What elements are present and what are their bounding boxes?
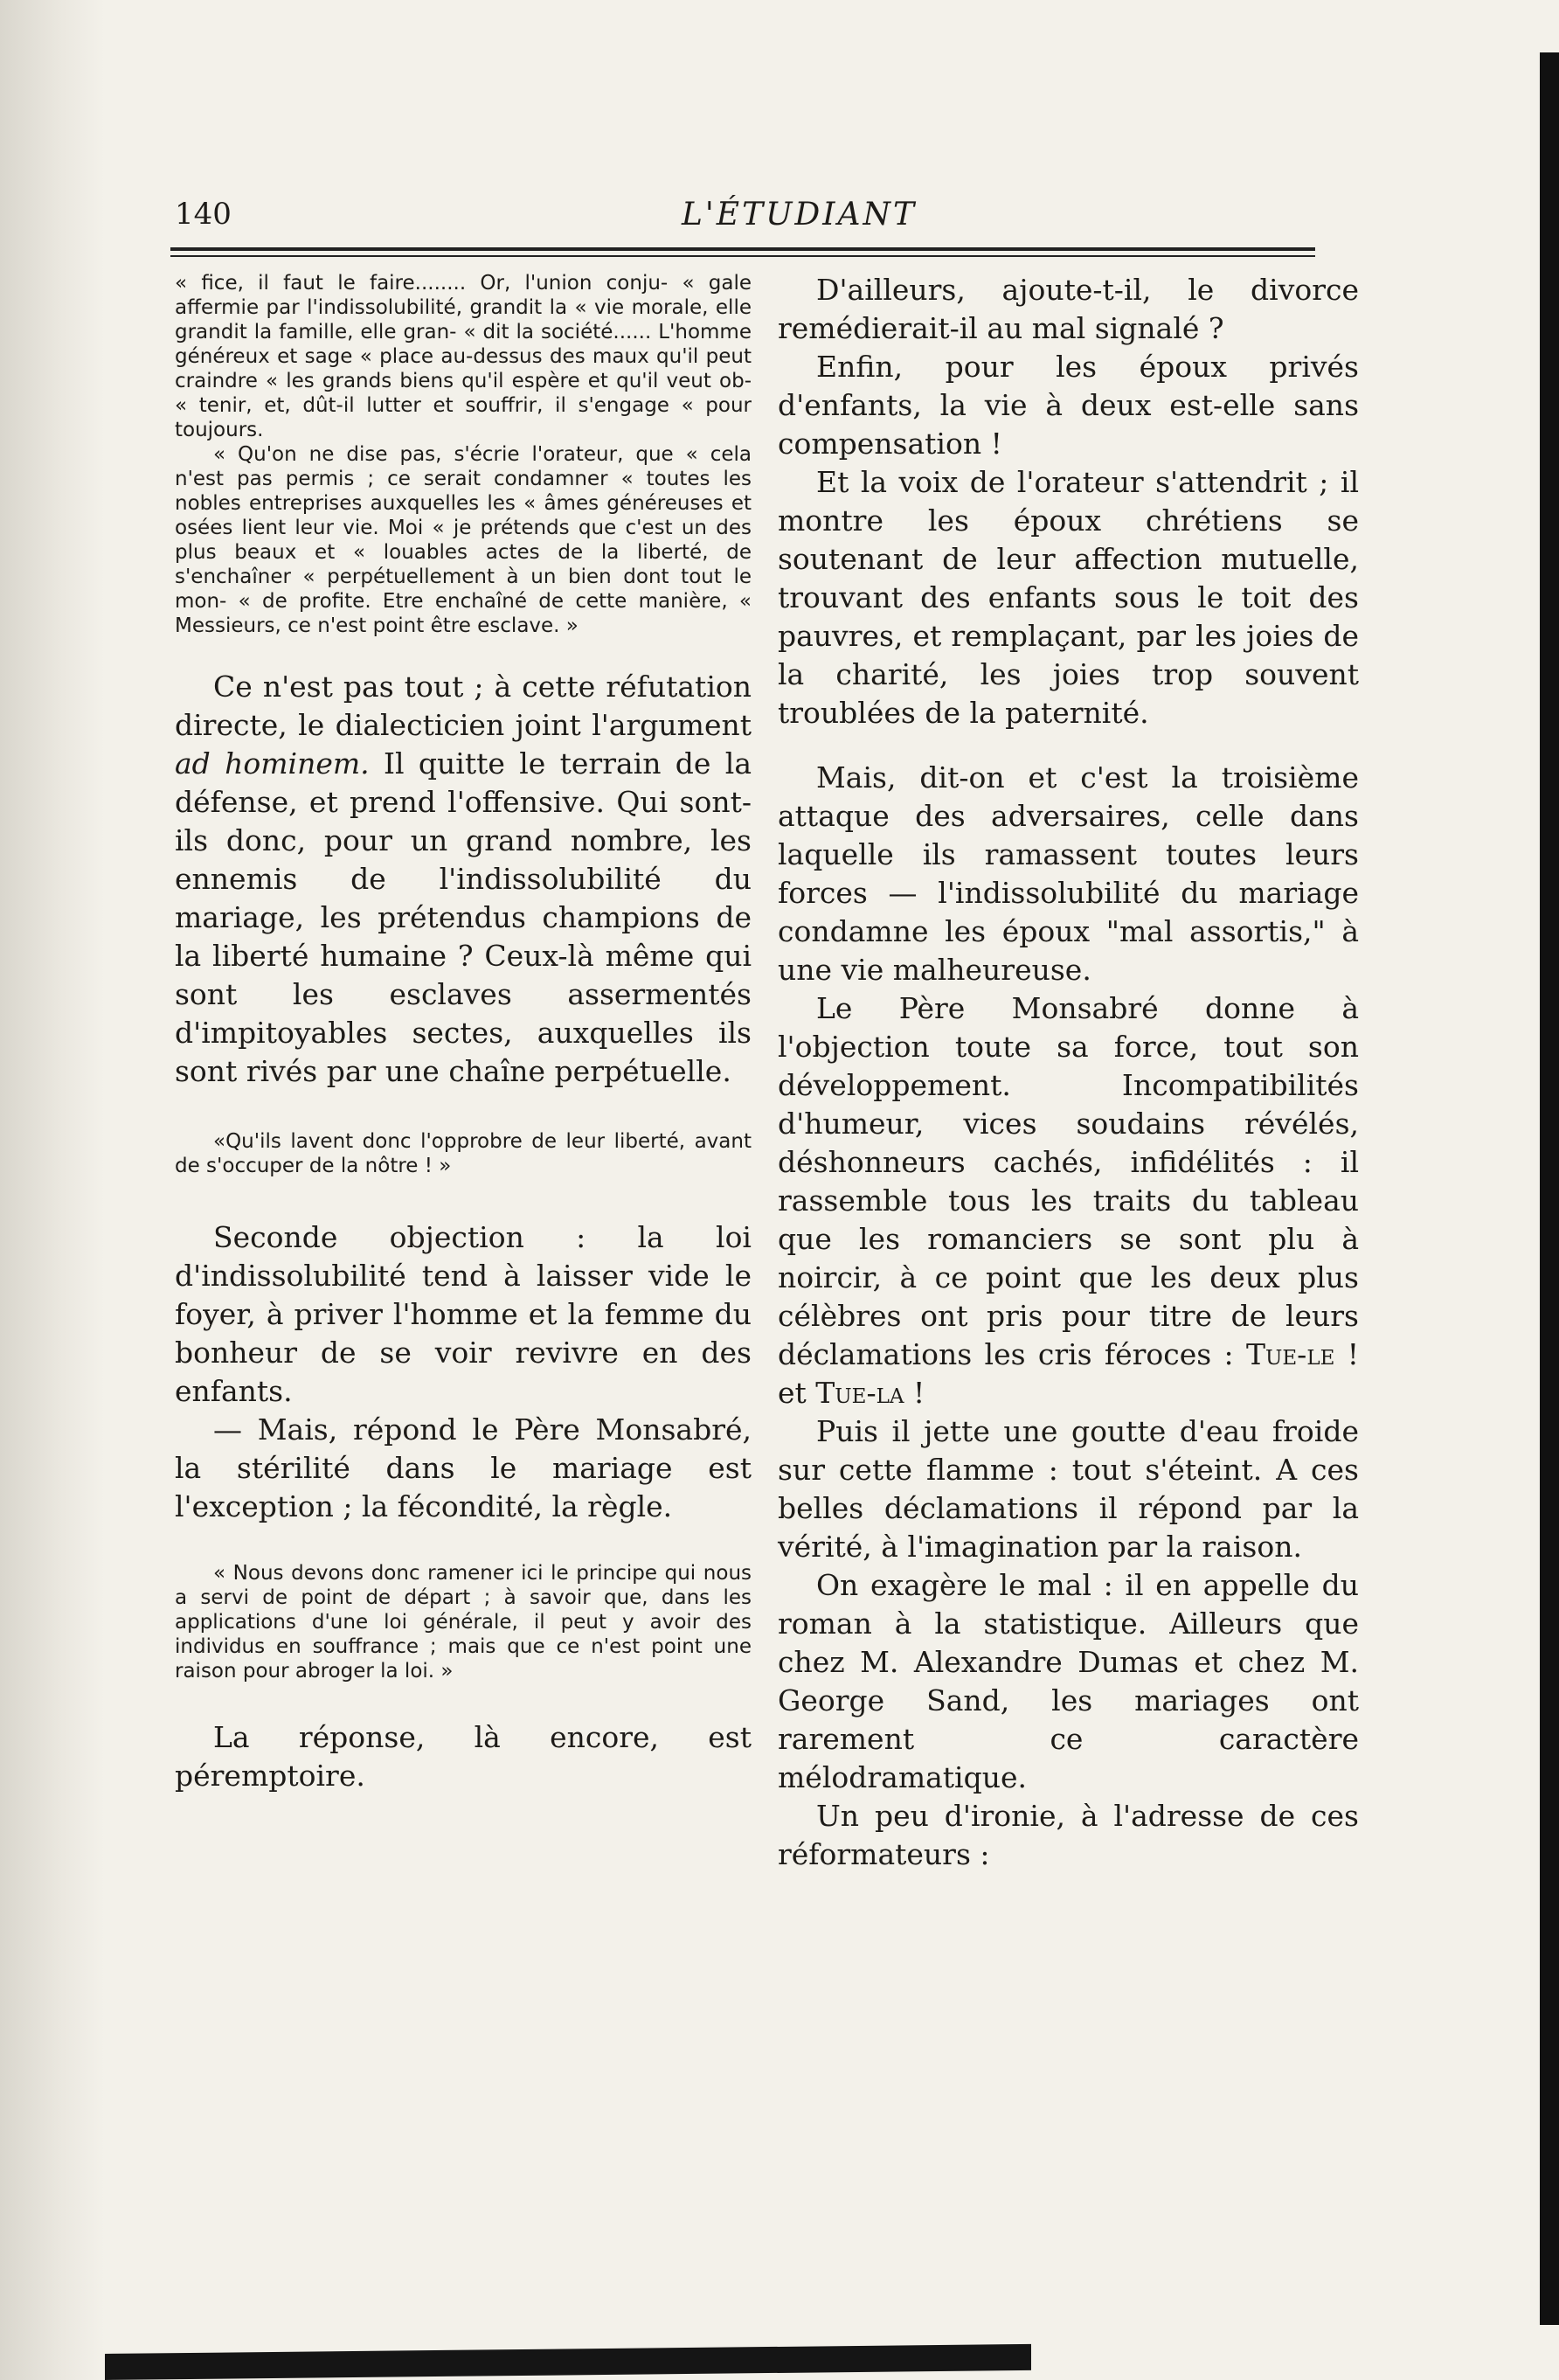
paragraph: Enfin, pour les époux privés d'enfants, la vie à deux est-elle sans compensation ! — [778, 350, 1359, 461]
small-caps-title: Tue-la — [815, 1376, 904, 1410]
column-right — [778, 271, 1359, 1874]
text-run: Il quitte le terrain de la défense, et prend l'offensive. Qui sont-ils donc, pour un grand nombre, les ennemis de l'indissolubilité du mariage, les prétendus champions de la liberté humaine ? Ceux-là même qui sont les esclaves assermentés d'impitoyables sectes, auxquelles ils sont rivés par une chaîne perpétuelle. — [175, 746, 752, 1088]
paragraph — [778, 989, 1359, 1412]
paragraph: Puis il jette une goutte d'eau froide sur cette flamme : tout s'éteint. A ces belles déclamations il répond par la vérité, à l'imagination par la raison. — [778, 1414, 1359, 1564]
quote-block: «Qu'ils lavent donc l'opprobre de leur liberté, avant de s'occuper de la nôtre ! » — [175, 1130, 752, 1177]
paragraph: Et la voix de l'orateur s'attendrit ; il montre les époux chrétiens se soutenant de leur affection mutuelle, trouvant des enfants sous le toit des pauvres, et remplaçant, par les joies de la charité, les joies trop souvent troublées de la paternité. — [778, 465, 1359, 730]
scan-border-right — [1540, 52, 1559, 2325]
header-rule-thin — [170, 255, 1315, 257]
quote-block: « fice, il faut le faire........ Or, l'union conju- « gale affermie par l'indissolubilité, grandit la « vie morale, elle grandit la famille, elle gran- « dit la société...... L'homme généreux et sage « place au-dessus des maux qu'il peut craindre « les grands biens qu'il espère et qu'il veut ob- « tenir, et, dût-il lutter et souffrir, il s'engage « pour toujours. — [175, 272, 752, 441]
quote-block: « Qu'on ne dise pas, s'écrie l'orateur, que « cela n'est pas permis ; ce serait condamner « toutes les nobles entreprises auxquelles les « âmes généreuses et osées lient leur vie. Moi « je prétends que c'est un des plus beaux et « louables actes de la liberté, de s'enchaîner « perpétuellement à un bien dont tout le mon- « de profite. Etre enchaîné de cette manière, « Messieurs, ce n'est point être esclave. » — [175, 443, 752, 637]
running-title: L'ÉTUDIANT — [682, 197, 918, 232]
paragraph: La réponse, là encore, est péremptoire. — [175, 1720, 752, 1793]
scan-shadow-left — [0, 0, 105, 2380]
page-header — [175, 197, 1311, 249]
paragraph: On exagère le mal : il en appelle du roman à la statistique. Ailleurs que chez M. Alexandre Dumas et chez M. George Sand, les mariages ont rarement ce caractère mélodramatique. — [778, 1568, 1359, 1794]
text-run: Le Père Monsabré donne à l'objection toute sa force, tout son développement. Incompatibilités d'humeur, vices soudains révélés, déshonneurs cachés, infidélités : il rassemble tous les traits du tableau que les romanciers se sont plu à noircir, à ce point que les deux plus célèbres ont pris pour titre de leurs déclamations les cris féroces : — [778, 991, 1359, 1371]
paragraph: Un peu d'ironie, à l'adresse de ces réformateurs : — [778, 1799, 1359, 1871]
text-run: ! et — [778, 1337, 1359, 1410]
scan-border-bottom — [105, 2344, 1031, 2380]
paragraph: Mais, dit-on et c'est la troisième attaque des adversaires, celle dans laquelle ils ramassent toutes leurs forces — l'indissolubilité du mariage condamne les époux "mal assortis," à une vie malheureuse. — [778, 760, 1359, 987]
paragraph: — Mais, répond le Père Monsabré, la stérilité dans le mariage est l'exception ; la fécondité, la règle. — [175, 1412, 752, 1523]
small-caps-title: Tue-le — [1246, 1337, 1335, 1371]
text-run: ! — [904, 1376, 925, 1410]
paragraph: Seconde objection : la loi d'indissolubilité tend à laisser vide le foyer, à priver l'homme et la femme du bonheur de se voir revivre en des enfants. — [175, 1220, 752, 1408]
page-number: 140 — [175, 197, 232, 232]
paragraph: D'ailleurs, ajoute-t-il, le divorce remédierait-il au mal signalé ? — [778, 273, 1359, 345]
header-rule-thick — [170, 247, 1315, 251]
text-run: Ce n'est pas tout ; à cette réfutation directe, le dialecticien joint l'argument — [175, 670, 752, 742]
paragraph — [175, 668, 752, 1091]
italic-phrase: ad hominem. — [175, 746, 370, 781]
quote-block: « Nous devons donc ramener ici le principe qui nous a servi de point de départ ; à savoir que, dans les applications d'une loi générale, il peut y avoir des individus en souffrance ; mais que ce n'est point une raison pour abroger la loi. » — [175, 1562, 752, 1683]
column-left — [175, 271, 752, 1795]
